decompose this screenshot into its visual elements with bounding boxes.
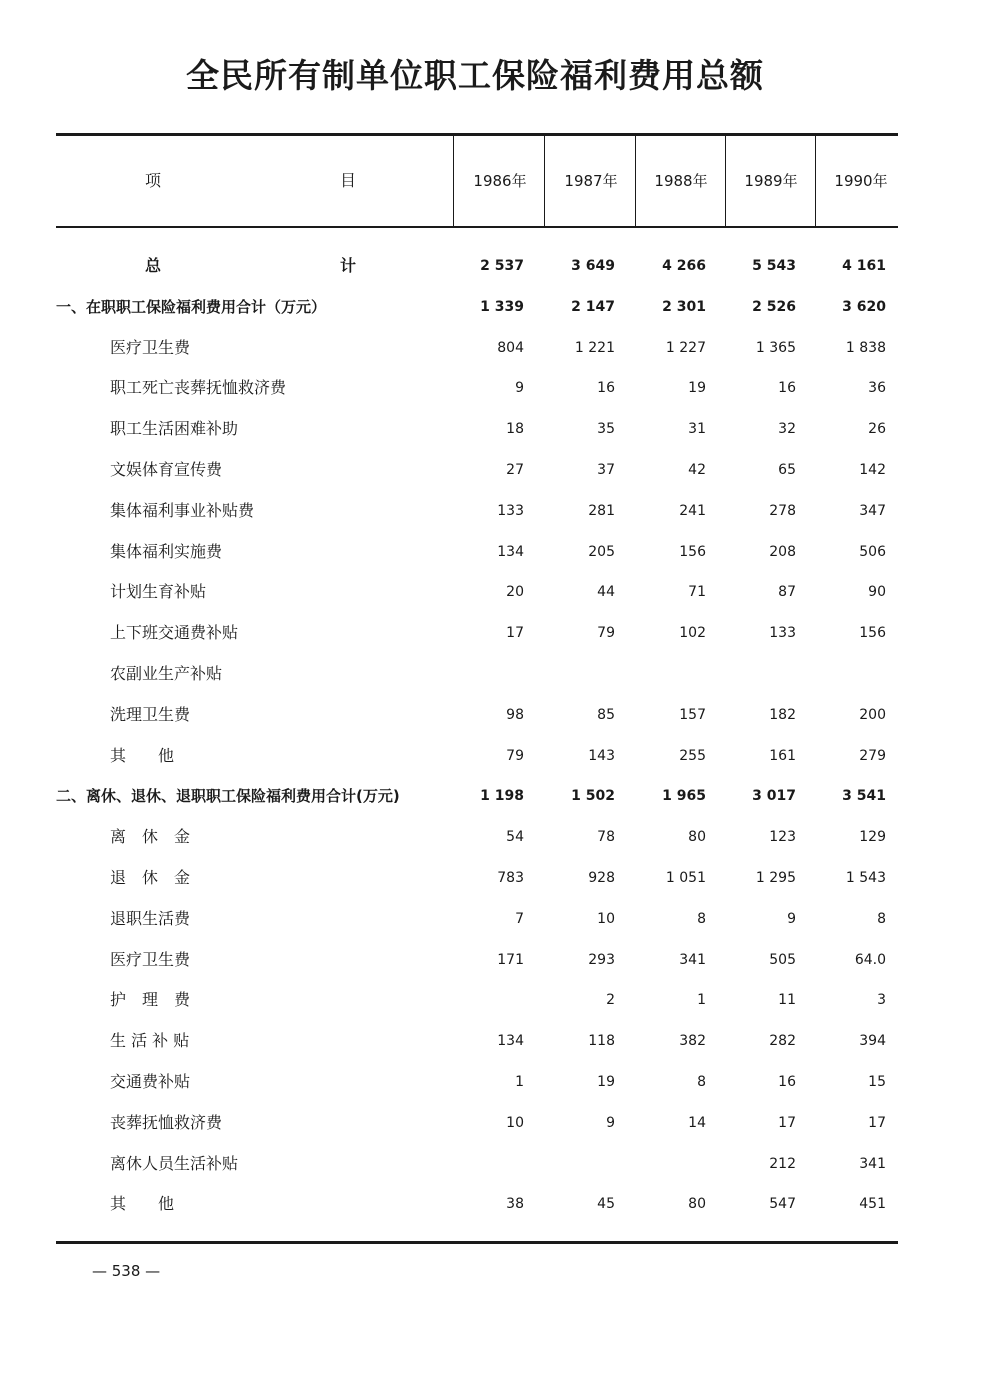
cell-value: 2 537 <box>480 258 524 274</box>
cell-value: 394 <box>859 1033 886 1050</box>
header-year: 1988年 <box>654 172 708 190</box>
page-number: — 538 — <box>92 1262 161 1280</box>
cell-value: 78 <box>597 829 615 846</box>
row-label: 护 理 费 <box>110 990 191 1010</box>
table-row <box>0 577 1000 607</box>
cell-value: 4 161 <box>842 258 886 274</box>
cell-value: 3 620 <box>842 298 886 315</box>
cell-value: 65 <box>778 462 796 478</box>
cell-value: 16 <box>597 380 615 397</box>
cell-value: 293 <box>588 951 615 968</box>
row-label: 离 休 金 <box>110 827 191 847</box>
table-row <box>0 904 1000 934</box>
cell-value: 9 <box>515 380 524 397</box>
row-label: 生 活 补 贴 <box>110 1031 190 1051</box>
cell-value: 45 <box>597 1196 615 1213</box>
cell-value: 2 301 <box>662 298 706 315</box>
header-year: 1990年 <box>834 172 888 190</box>
row-label: 其 他 <box>110 1194 175 1214</box>
cell-value: 11 <box>778 992 796 1009</box>
table-row <box>0 741 1000 771</box>
table-bottom-rule <box>56 1241 898 1244</box>
cell-value: 1 <box>515 1074 524 1090</box>
cell-value: 1 198 <box>480 788 524 805</box>
section-row <box>0 781 1000 811</box>
table-row <box>0 945 1000 975</box>
row-label: 其 他 <box>110 745 175 765</box>
table-row <box>0 537 1000 567</box>
cell-value: 42 <box>688 462 706 478</box>
cell-value: 1 051 <box>665 870 706 886</box>
table-row <box>0 333 1000 363</box>
page-title: 全民所有制单位职工保险福利费用总额 <box>186 56 764 95</box>
cell-value: 8 <box>877 910 886 927</box>
table-row <box>0 659 1000 689</box>
cell-value: 7 <box>515 910 524 927</box>
cell-value: 8 <box>697 1074 706 1090</box>
cell-value: 10 <box>597 910 615 927</box>
cell-value: 1 502 <box>571 788 615 805</box>
cell-value: 3 649 <box>571 258 615 274</box>
cell-value: 505 <box>769 951 796 968</box>
cell-value: 347 <box>859 502 886 519</box>
cell-value: 142 <box>859 462 886 478</box>
cell-value: 37 <box>597 462 615 478</box>
cell-value: 8 <box>697 910 706 927</box>
cell-value: 2 526 <box>752 298 796 315</box>
row-label: 文娱体育宣传费 <box>110 460 223 479</box>
section-row <box>0 292 1000 322</box>
cell-value: 102 <box>679 625 706 642</box>
cell-value: 31 <box>688 421 706 438</box>
cell-value: 134 <box>497 543 524 560</box>
cell-value: 32 <box>778 421 796 438</box>
cell-value: 90 <box>868 584 886 601</box>
cell-value: 547 <box>769 1196 796 1213</box>
table-row <box>0 863 1000 893</box>
table-row <box>0 455 1000 485</box>
cell-value: 118 <box>588 1033 615 1050</box>
cell-value: 804 <box>497 339 524 356</box>
cell-value: 79 <box>506 747 524 764</box>
cell-value: 26 <box>868 421 886 438</box>
table-row <box>0 700 1000 730</box>
row-label: 退 休 金 <box>110 868 191 887</box>
cell-value: 156 <box>679 543 706 560</box>
cell-value: 212 <box>769 1155 796 1172</box>
row-label: 洗理卫生费 <box>110 704 191 724</box>
cell-value: 279 <box>859 747 886 764</box>
row-label: 集体福利实施费 <box>110 541 223 561</box>
cell-value: 80 <box>688 829 706 846</box>
row-label: 总 <box>145 256 162 275</box>
cell-value: 1 221 <box>574 339 615 356</box>
cell-value: 87 <box>778 584 796 601</box>
cell-value: 15 <box>868 1074 886 1090</box>
row-label: 计划生育补贴 <box>110 582 207 602</box>
row-label: 农副业生产补贴 <box>110 664 223 683</box>
cell-value: 3 017 <box>752 788 796 805</box>
table-row <box>0 1149 1000 1179</box>
cell-value: 281 <box>588 502 615 519</box>
cell-value: 341 <box>859 1155 886 1172</box>
cell-value: 255 <box>679 747 706 764</box>
cell-value: 27 <box>506 462 524 478</box>
cell-value: 282 <box>769 1033 796 1050</box>
row-label: 退职生活费 <box>110 908 191 928</box>
row-label: 医疗卫生费 <box>110 337 191 357</box>
cell-value: 54 <box>506 829 524 846</box>
cell-value: 17 <box>506 625 524 642</box>
cell-value: 451 <box>859 1196 886 1213</box>
row-label: 集体福利事业补贴费 <box>110 500 255 520</box>
row-label: 丧葬抚恤救济费 <box>110 1112 223 1132</box>
cell-value: 1 543 <box>845 870 886 886</box>
table-row <box>0 496 1000 526</box>
cell-value: 1 <box>697 992 706 1009</box>
cell-value: 17 <box>778 1114 796 1131</box>
cell-value: 2 147 <box>571 298 615 315</box>
header-item-left: 项 <box>145 171 162 190</box>
row-label: 上下班交通费补贴 <box>110 623 239 643</box>
column-divider <box>453 136 454 226</box>
table-row <box>0 1108 1000 1138</box>
cell-value: 123 <box>769 829 796 846</box>
row-label: 交通费补贴 <box>110 1072 191 1091</box>
cell-value: 1 965 <box>662 788 706 805</box>
cell-value: 4 266 <box>662 258 706 274</box>
cell-value: 9 <box>606 1114 615 1131</box>
header-year: 1987年 <box>564 172 618 190</box>
table-row <box>0 1026 1000 1056</box>
cell-value: 16 <box>778 380 796 397</box>
row-label: 医疗卫生费 <box>110 949 191 969</box>
cell-value: 157 <box>679 706 706 723</box>
cell-value: 205 <box>588 543 615 560</box>
table-row <box>0 618 1000 648</box>
cell-value: 1 227 <box>665 339 706 356</box>
cell-value: 79 <box>597 625 615 642</box>
table-row <box>0 1189 1000 1219</box>
cell-value: 133 <box>769 625 796 642</box>
cell-value: 80 <box>688 1196 706 1213</box>
cell-value: 3 <box>877 992 886 1009</box>
cell-value: 783 <box>497 870 524 886</box>
cell-value: 19 <box>597 1074 615 1090</box>
cell-value: 14 <box>688 1114 706 1131</box>
cell-value: 133 <box>497 502 524 519</box>
total-row <box>0 251 1000 281</box>
cell-value: 382 <box>679 1033 706 1050</box>
cell-value: 1 339 <box>480 298 524 315</box>
table-row <box>0 414 1000 444</box>
cell-value: 17 <box>868 1114 886 1131</box>
cell-value: 171 <box>497 951 524 968</box>
table-row <box>0 1067 1000 1097</box>
row-label: 一、在职职工保险福利费用合计（万元） <box>56 297 327 316</box>
cell-value: 241 <box>679 502 706 519</box>
header-item-right: 目 <box>340 171 357 190</box>
cell-value: 19 <box>688 380 706 397</box>
row-label: 职工生活困难补助 <box>110 419 239 439</box>
cell-value: 35 <box>597 421 615 438</box>
row-label: 职工死亡丧葬抚恤救济费 <box>110 378 287 398</box>
cell-value: 16 <box>778 1074 796 1090</box>
cell-value: 1 838 <box>845 339 886 356</box>
cell-value: 928 <box>588 870 615 886</box>
table-top-rule <box>56 133 898 136</box>
cell-value: 200 <box>859 706 886 723</box>
cell-value: 506 <box>859 543 886 560</box>
cell-value: 3 541 <box>842 788 886 805</box>
cell-value: 71 <box>688 584 706 601</box>
cell-value: 36 <box>868 380 886 397</box>
cell-value: 2 <box>606 992 615 1009</box>
cell-value: 182 <box>769 706 796 723</box>
cell-value: 18 <box>506 421 524 438</box>
cell-value: 1 295 <box>755 870 796 886</box>
table-row <box>0 985 1000 1015</box>
cell-value: 278 <box>769 502 796 519</box>
row-label: 计 <box>340 256 357 275</box>
cell-value: 161 <box>769 747 796 764</box>
row-label: 二、离休、退休、退职职工保险福利费用合计(万元) <box>56 787 400 806</box>
cell-value: 208 <box>769 543 796 560</box>
cell-value: 143 <box>588 747 615 764</box>
cell-value: 156 <box>859 625 886 642</box>
cell-value: 341 <box>679 951 706 968</box>
cell-value: 5 543 <box>752 258 796 274</box>
cell-value: 85 <box>597 706 615 723</box>
header-year: 1989年 <box>744 172 798 190</box>
table-row <box>0 373 1000 403</box>
cell-value: 98 <box>506 706 524 723</box>
cell-value: 9 <box>787 910 796 927</box>
cell-value: 129 <box>859 829 886 846</box>
row-label: 离休人员生活补贴 <box>110 1153 239 1173</box>
table-row <box>0 822 1000 852</box>
cell-value: 10 <box>506 1114 524 1131</box>
cell-value: 64.0 <box>854 951 886 968</box>
cell-value: 20 <box>506 584 524 601</box>
table-header-rule <box>56 226 898 228</box>
header-year: 1986年 <box>473 172 527 190</box>
cell-value: 38 <box>506 1196 524 1213</box>
cell-value: 134 <box>497 1033 524 1050</box>
cell-value: 44 <box>597 584 615 601</box>
cell-value: 1 365 <box>755 339 796 356</box>
